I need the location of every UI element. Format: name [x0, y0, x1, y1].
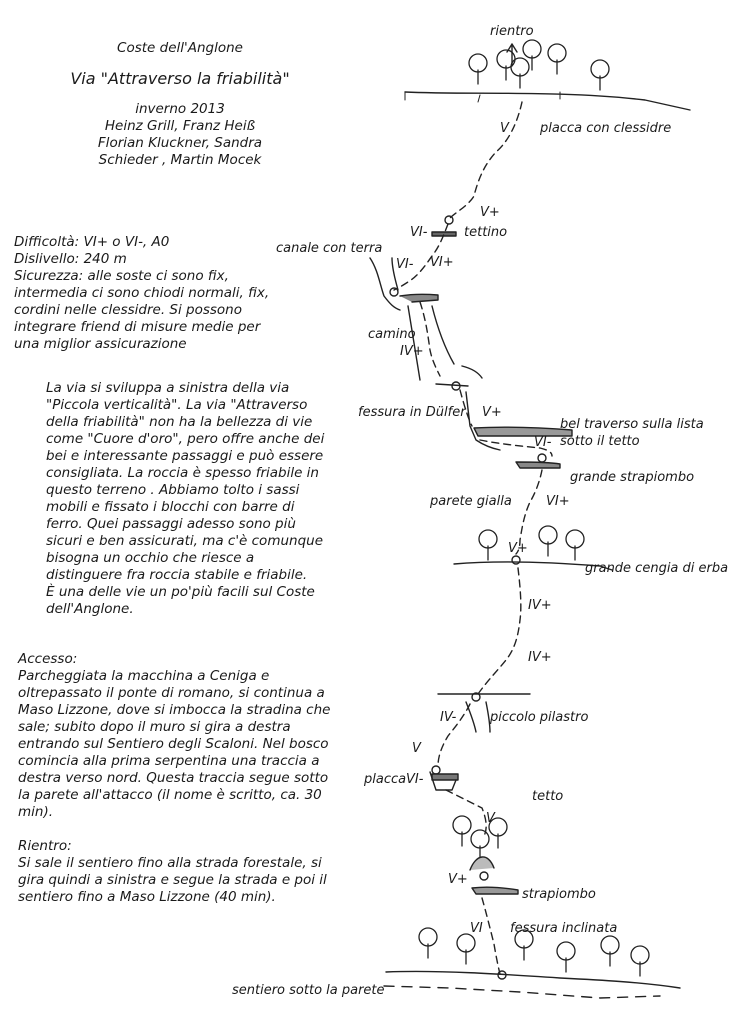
access-line: min). — [18, 804, 54, 820]
info-line: una miglior assicurazione — [14, 336, 187, 352]
grade-label: V+ — [508, 541, 528, 556]
route-line — [420, 302, 440, 376]
description-line: ferro. Quei passaggi adesso sono più — [46, 516, 296, 532]
grade-label: VI — [470, 921, 483, 936]
author-line-1: Heinz Grill, Franz Heiß — [104, 118, 256, 134]
label-sentiero: sentiero sotto la parete — [232, 983, 385, 998]
info-line: Sicurezza: alle soste ci sono fix, — [14, 268, 229, 284]
description-line: distinguere fra roccia stabile e friabile. — [46, 567, 308, 583]
grade-label: V — [412, 741, 421, 756]
ledge — [400, 294, 438, 302]
belay-station — [480, 872, 488, 880]
access-line: Maso Lizzone, dove si imbocca la stradina che — [18, 702, 331, 718]
label-parete-gialla: parete gialla — [430, 494, 512, 509]
info-line: Dislivello: 240 m — [14, 251, 127, 267]
label-tetto: tetto — [532, 789, 564, 804]
big-overhang — [516, 462, 560, 468]
grade-label: VI- — [396, 257, 414, 272]
route-line — [478, 568, 521, 694]
grade-label: V — [486, 811, 495, 826]
description-line: questo terreno . Abbiamo tolto i sassi — [46, 482, 300, 498]
route-line — [450, 102, 522, 218]
belay-station — [445, 216, 453, 224]
grade-label: IV+ — [528, 598, 552, 613]
summit-trees — [469, 40, 609, 90]
access-line: sale; subito dopo il muro si gira a destra — [18, 719, 291, 735]
overhang — [472, 887, 518, 894]
grade-label: IV+ — [400, 344, 424, 359]
access-line: comincia alla prima serpentina una traccia a — [18, 753, 320, 769]
belay-station — [512, 556, 520, 564]
grade-label: V+ — [480, 205, 500, 220]
author-line-3: Schieder , Martin Mocek — [98, 152, 262, 168]
belay-station — [390, 288, 398, 296]
grade-label: VI+ — [430, 255, 454, 270]
description-line: mobili e fissato i blocchi con barre di — [46, 499, 295, 515]
description-line: consigliata. La roccia è spesso friabile in — [46, 465, 319, 481]
access-title: Accesso: — [18, 651, 78, 667]
info-line: intermedia ci sono chiodi normali, fix, — [14, 285, 270, 301]
description-line: È una delle vie un po'più facili sul Coste — [46, 584, 315, 600]
description-line: della friabilità" non ha la bellezza di vie — [46, 414, 313, 430]
route-date: inverno 2013 — [135, 101, 225, 117]
belay-station — [538, 454, 546, 462]
route-line — [482, 898, 500, 974]
author-line-2: Florian Kluckner, Sandra — [97, 135, 263, 151]
dulfer-crack — [466, 392, 500, 450]
descent-title: Rientro: — [18, 838, 72, 854]
ledge-trees — [479, 526, 584, 560]
route-line — [446, 790, 486, 836]
access-line: oltrepassato il ponte di romano, si continua a — [18, 685, 325, 701]
label-camino: camino — [368, 327, 416, 342]
description-line: dell'Anglone. — [46, 601, 134, 617]
label-cengia: grande cengia di erba — [585, 561, 729, 576]
traverse-ledge — [474, 427, 572, 436]
label-sotto-tetto: sotto il tetto — [560, 434, 640, 449]
description-line: sicuri e ben assicurati, ma c'è comunque — [46, 533, 324, 549]
description-line: come "Cuore d'oro", pero offre anche dei — [46, 431, 325, 447]
route-title: Via "Attraverso la friabilità" — [70, 69, 290, 88]
exit-arrow — [507, 44, 517, 66]
description-line: bisogna un occhio che riesce a — [46, 550, 255, 566]
label-fessura-inclinata: fessura inclinata — [510, 921, 618, 936]
label-tettino: tettino — [464, 225, 508, 240]
info-line: cordini nelle clessidre. Si possono — [14, 302, 242, 318]
descent-line: gira quindi a sinistra e segue la strada e poi il — [18, 872, 327, 888]
approach-path — [384, 986, 660, 998]
info-line: integrare friend di misure medie per — [14, 319, 261, 335]
label-rientro: rientro — [490, 24, 534, 39]
description-line: "Piccola verticalità". La via "Attraverso — [46, 397, 308, 413]
header-area: Coste dell'Anglone — [117, 40, 243, 56]
roof — [432, 774, 458, 780]
label-placca: placca — [364, 772, 407, 787]
grade-label: IV+ — [528, 650, 552, 665]
description-line: La via si sviluppa a sinistra della via — [46, 380, 290, 396]
access-line: Parcheggiata la macchina a Ceniga e — [18, 668, 270, 684]
grade-label: IV- — [440, 710, 457, 725]
rock-bulge — [470, 857, 494, 870]
access-line: destra verso nord. Questa traccia segue sotto — [18, 770, 329, 786]
summit-terrain — [405, 92, 690, 110]
descent-line: sentiero fino a Maso Lizzone (40 min). — [18, 889, 276, 905]
grade-label: VI+ — [546, 494, 570, 509]
lower-trees — [453, 816, 507, 860]
label-canale: canale con terra — [276, 241, 383, 256]
info-line: Difficoltà: VI+ o VI-, A0 — [14, 234, 170, 250]
base-terrain — [386, 971, 680, 988]
label-grande-strapiombo: grande strapiombo — [570, 470, 695, 485]
belay-station — [432, 766, 440, 774]
camino-walls — [408, 306, 454, 380]
label-fessura-dulfer: fessura in Dülfer — [358, 405, 466, 420]
grade-label: VI- — [410, 225, 428, 240]
grade-label: V — [500, 121, 509, 136]
grade-label: V+ — [448, 872, 468, 887]
access-line: la parete all'attacco (il nome è scritto, ca. 30 — [18, 787, 322, 803]
small-pillar — [466, 702, 490, 732]
descent-line: Si sale il sentiero fino alla strada forestale, si — [18, 855, 322, 871]
label-traverso: bel traverso sulla lista — [560, 417, 704, 432]
access-line: entrando sul Sentiero degli Scaloni. Nel bosco — [18, 736, 329, 752]
grade-label: V+ — [482, 405, 502, 420]
label-strapiombo: strapiombo — [522, 887, 596, 902]
label-placca-clessidre: placca con clessidre — [540, 121, 672, 136]
label-pilastro: piccolo pilastro — [490, 710, 589, 725]
grade-label: VI- — [406, 772, 424, 787]
description-line: bei e interessante passaggi e può essere — [46, 448, 324, 464]
grade-label: VI- — [534, 435, 552, 450]
